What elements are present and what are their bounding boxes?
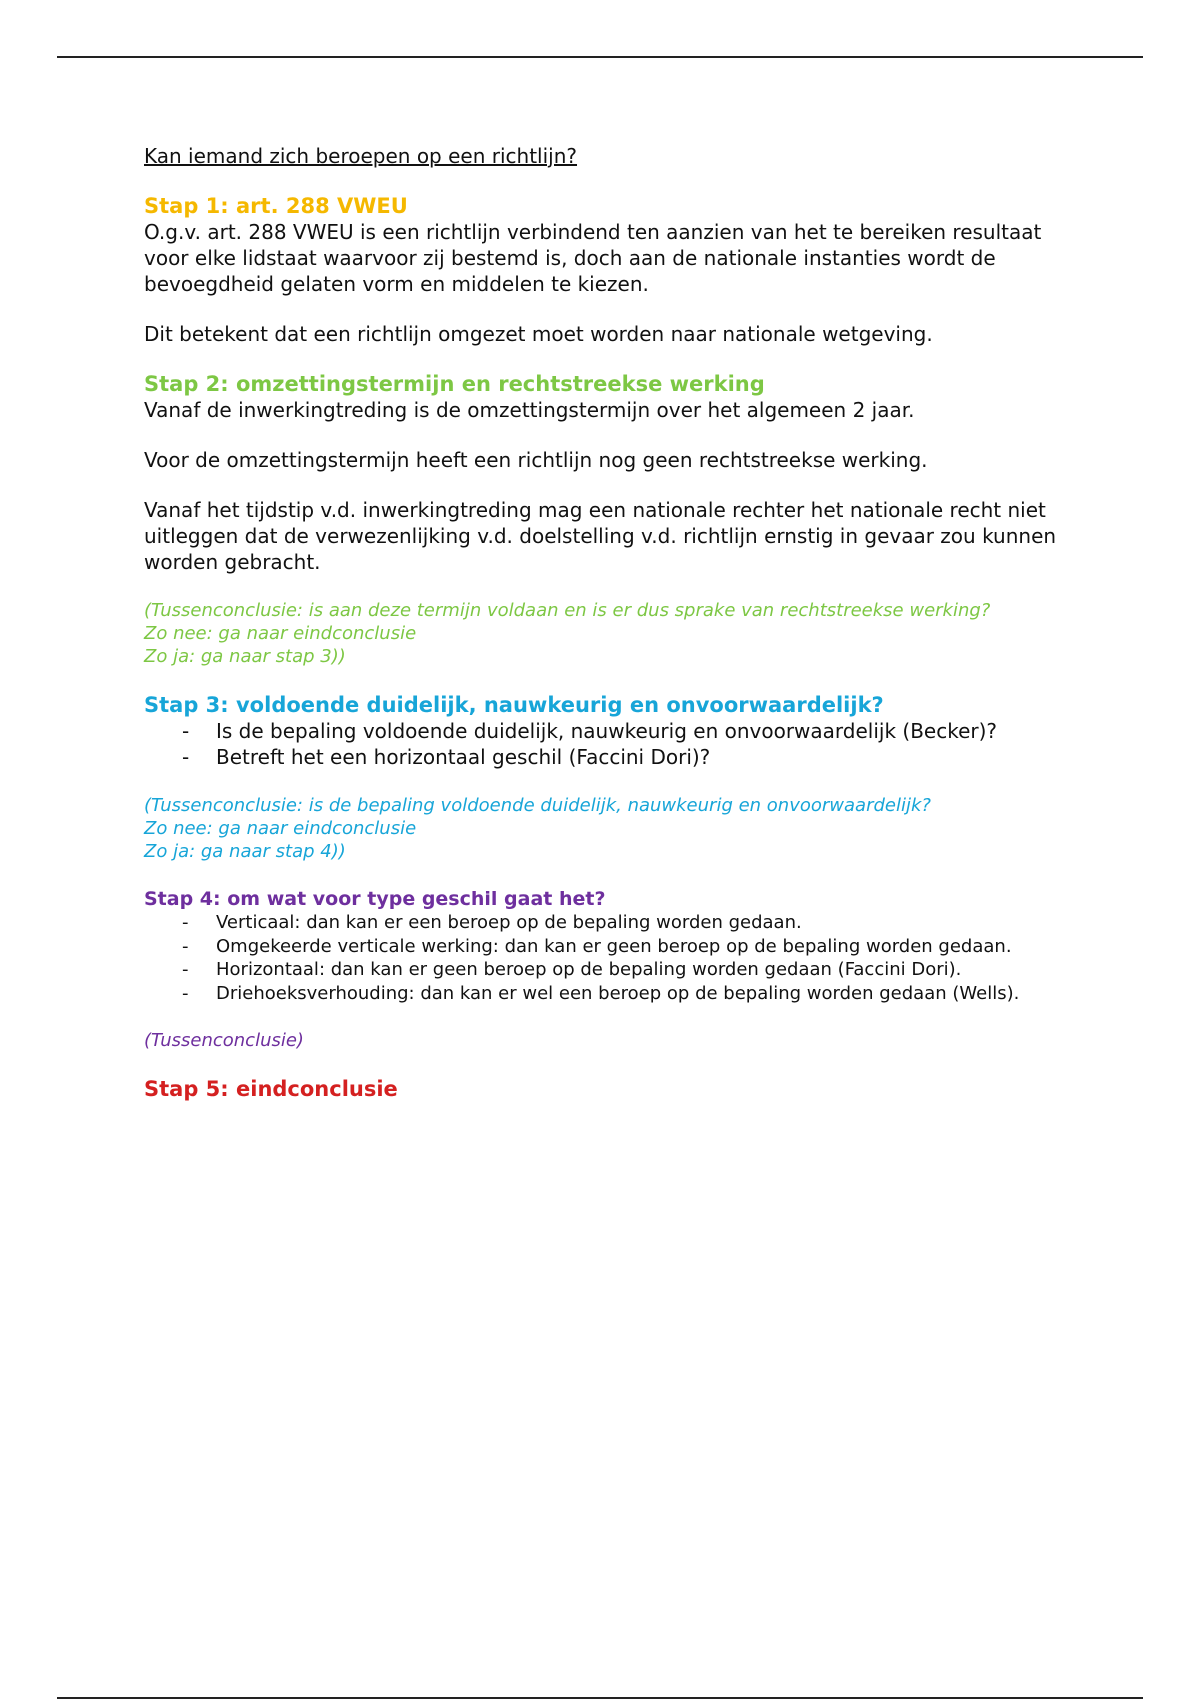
step1-heading: Stap 1: art. 288 VWEU (144, 194, 408, 218)
step3-list (144, 718, 1064, 770)
list-item: - Driehoeksverhouding: dan kan er wel een beroep op de bepaling worden gedaan (Wells). (144, 982, 1064, 1006)
step2-note-line-2: Zo nee: ga naar eindconclusie (144, 623, 417, 644)
step3-note-line-3: Zo ja: ga naar stap 4)) (144, 841, 346, 862)
list-item: - Omgekeerde verticale werking: dan kan er geen beroep op de bepaling worden gedaan. (144, 935, 1064, 959)
step2-paragraph-3: Vanaf het tijdstip v.d. inwerkingtreding mag een nationale rechter het nationale recht niet uitleggen dat de verwezenlijking v.d. doelstelling v.d. richtlijn ernstig in gevaar zou kunnen worden gebracht. (144, 498, 1057, 574)
top-rule (57, 56, 1143, 58)
step4-list (144, 911, 1064, 1005)
step2-note-line-3: Zo ja: ga naar stap 3)) (144, 646, 346, 667)
step4-heading: Stap 4: om wat voor type geschil gaat het? (144, 888, 606, 910)
step2-note-line-1: (Tussenconclusie: is aan deze termijn voldaan en is er dus sprake van rechtstreekse werking? (144, 600, 991, 621)
step5-heading: Stap 5: eindconclusie (144, 1077, 398, 1101)
document-body (144, 143, 1064, 1102)
page-title: Kan iemand zich beroepen op een richtlijn? (144, 144, 578, 168)
step1-paragraph-1: O.g.v. art. 288 VWEU is een richtlijn verbindend ten aanzien van het te bereiken resultaat voor elke lidstaat waarvoor zij bestemd is, doch aan de nationale instanties wordt de bevoegdheid gelaten vorm en middelen te kiezen. (144, 220, 1042, 296)
step3-note-line-2: Zo nee: ga naar eindconclusie (144, 818, 417, 839)
list-item: - Betreft het een horizontaal geschil (Faccini Dori)? (144, 744, 1064, 770)
list-item: - Verticaal: dan kan er een beroep op de bepaling worden gedaan. (144, 911, 1064, 935)
step2-heading: Stap 2: omzettingstermijn en rechtstreekse werking (144, 372, 765, 396)
step4-interim-conclusion: (Tussenconclusie) (144, 1030, 304, 1051)
list-item: - Is de bepaling voldoende duidelijk, nauwkeurig en onvoorwaardelijk (Becker)? (144, 718, 1064, 744)
step2-interim-conclusion (144, 599, 1064, 668)
list-item: - Horizontaal: dan kan er geen beroep op de bepaling worden gedaan (Faccini Dori). (144, 958, 1064, 982)
bottom-rule (57, 1697, 1143, 1699)
step3-note-line-1: (Tussenconclusie: is de bepaling voldoende duidelijk, nauwkeurig en onvoorwaardelijk? (144, 795, 931, 816)
step1-paragraph-2: Dit betekent dat een richtlijn omgezet moet worden naar nationale wetgeving. (144, 322, 933, 346)
step2-paragraph-2: Voor de omzettingstermijn heeft een richtlijn nog geen rechtstreekse werking. (144, 448, 928, 472)
step3-interim-conclusion (144, 794, 1064, 863)
step2-paragraph-1: Vanaf de inwerkingtreding is de omzettingstermijn over het algemeen 2 jaar. (144, 398, 915, 422)
step3-heading: Stap 3: voldoende duidelijk, nauwkeurig en onvoorwaardelijk? (144, 693, 884, 717)
